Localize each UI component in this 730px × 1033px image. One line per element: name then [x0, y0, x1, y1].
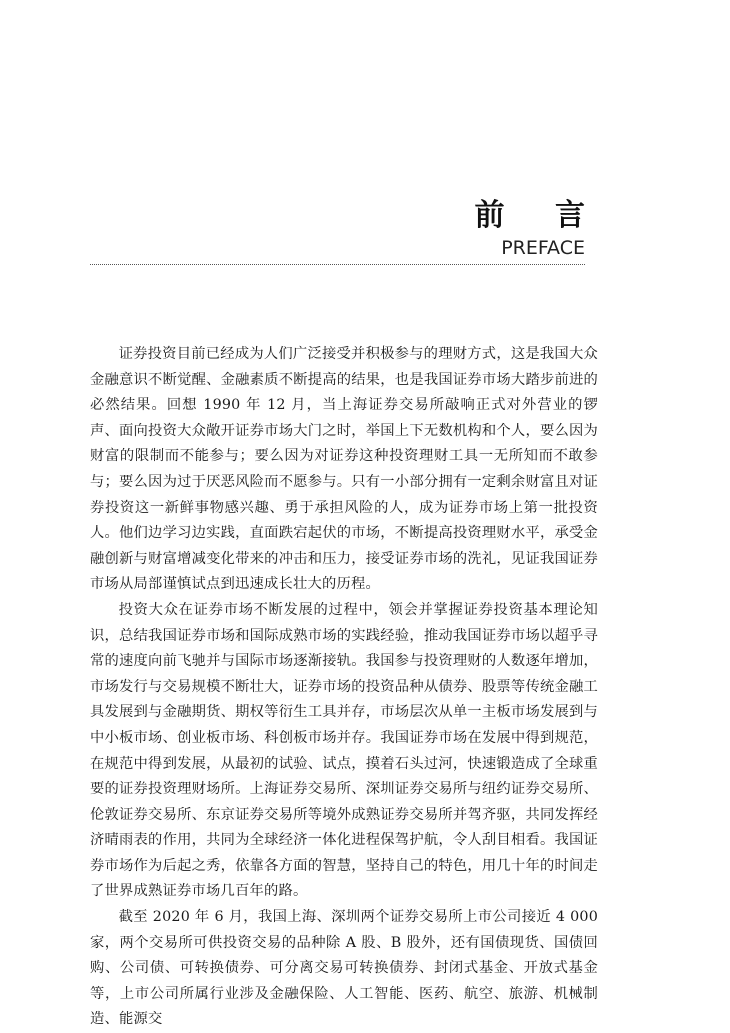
chapter-title-english: PREFACE	[501, 237, 585, 259]
paragraph-2: 投资大众在证券市场不断发展的过程中，领会并掌握证券投资基本理论知识，总结我国证券市场和国际成熟市场的实践经验，推动我国证券市场以超乎寻常的速度向前飞驰并与国际市场逐渐接轨。我国参与投资理财的人数逐年增加，市场发行与交易规模不断壮大，证券市场的投资品种从债券、股票等传统金融工具发展到与金融期货、期权等衍生工具并存，市场层次从单一主板市场发展到与中小板市场、创业板市场、科创板市场并存。我国证券市场在发展中得到规范，在规范中得到发展，从最初的试验、试点，摸着石头过河，快速锻造成了全球重要的证券投资理财场所。上海证券交易所、深圳证券交易所与纽约证券交易所、伦敦证券交易所、东京证券交易所等境外成熟证券交易所并驾齐驱，共同发挥经济晴雨表的作用，共同为全球经济一体化进程保驾护航，令人刮目相看。我国证券市场作为后起之秀，依靠各方面的智慧，坚持自己的特色，用几十年的时间走了世界成熟证券市场几百年的路。	[90, 601, 598, 900]
chapter-heading	[90, 198, 605, 260]
paragraph-1: 证券投资目前已经成为人们广泛接受并积极参与的理财方式，这是我国大众金融意识不断觉醒、金融素质不断提高的结果，也是我国证券市场大踏步前进的必然结果。回想 1990 年 12 月，当上海证券交易所敲响正式对外营业的锣声、面向投资大众敞开证券市场大门之时，举国上下无数机构和个人，要么因为财富的限制而不能参与；要么因为对证券这种投资理财工具一无所知而不敢参与；要么因为过于厌恶风险而不愿参与。只有一小部分拥有一定剩余财富且对证券投资这一新鲜事物感兴趣、勇于承担风险的人，成为证券市场上第一批投资人。他们边学习边实践，直面跌宕起伏的市场，不断提高投资理财水平，承受金融创新与财富增减变化带来的冲击和压力，接受证券市场的洗礼，见证我国证券市场从局部谨慎试点到迅速成长壮大的历程。	[90, 346, 598, 593]
paragraph-3: 截至 2020 年 6 月，我国上海、深圳两个证券交易所上市公司接近 4 000 家，两个交易所可供投资交易的品种除 A 股、B 股外，还有国债现货、国债回购、公司债、可转换债券、可分离交易可转换债券、封闭式基金、开放式基金等，上市公司所属行业涉及金融保险、人工智能、医药、航空、旅游、机械制造、能源交	[90, 909, 598, 1028]
chapter-title-chinese: 前 言	[474, 198, 605, 233]
dotted-divider	[90, 264, 585, 265]
body-text	[90, 342, 598, 1033]
